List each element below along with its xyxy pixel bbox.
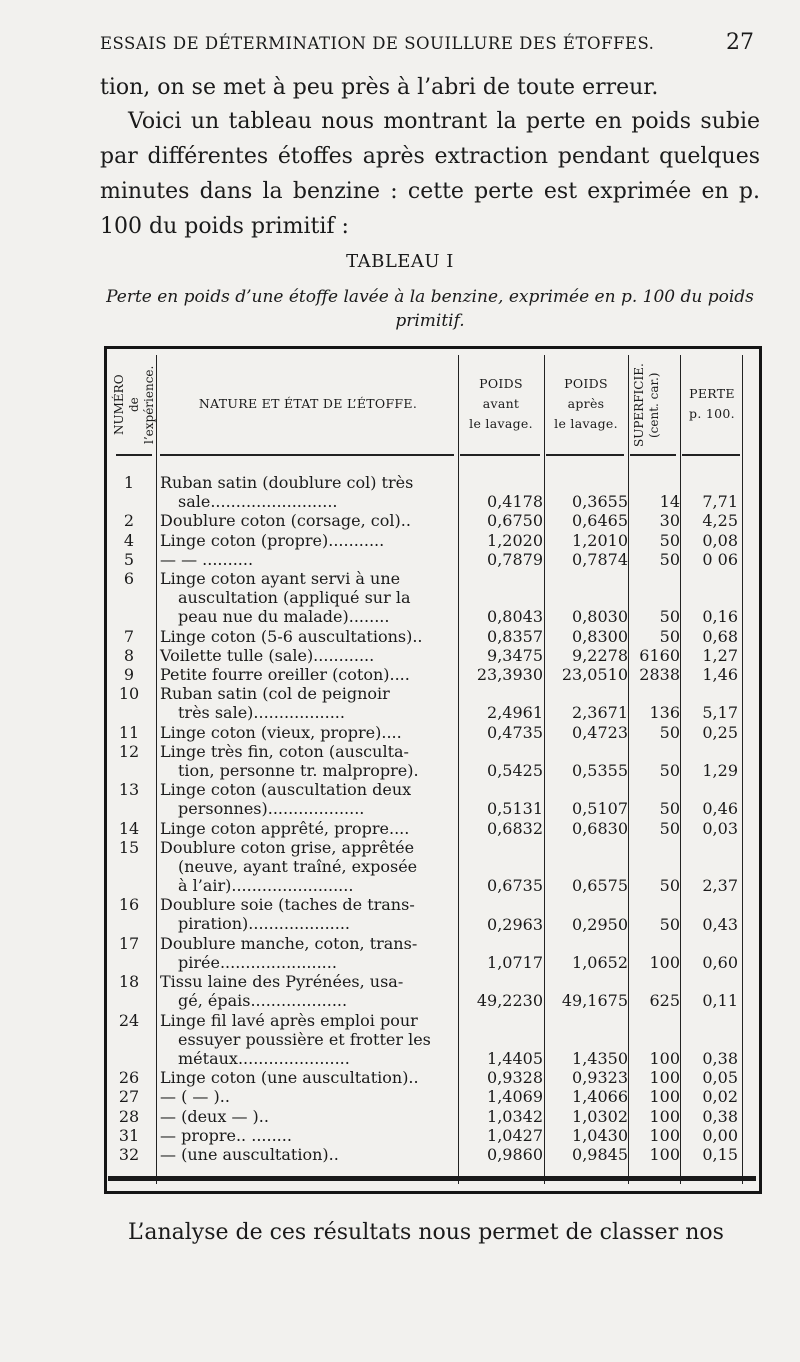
cell-perte: 0,38: [702, 1106, 738, 1126]
cell-nature-line: Linge coton apprêté, propre....: [160, 818, 410, 838]
header-rule: [460, 454, 540, 456]
header-apres-line3: le lavage.: [554, 416, 618, 431]
cell-poids-apres: 23,0510: [561, 665, 628, 684]
cell-numero: 18: [118, 972, 140, 992]
header-poids-avant: [460, 374, 542, 434]
table-row: [104, 742, 756, 780]
cell-poids-apres: 1,2010: [572, 530, 628, 550]
cell-nature: [160, 550, 460, 569]
cell-nature-line: sale.........................: [178, 492, 338, 511]
cell-superficie: 50: [659, 818, 680, 838]
table-row: [104, 838, 756, 896]
table-row: [104, 627, 756, 646]
cell-superficie: 6160: [639, 645, 680, 665]
cell-poids-apres: 0,2950: [572, 914, 628, 934]
cell-superficie: 50: [659, 722, 680, 742]
cell-poids-avant: 0,6750: [487, 511, 543, 531]
cell-nature-line: — propre.. ........: [160, 1125, 292, 1145]
cell-poids-avant: 0,2963: [487, 914, 543, 934]
table-row: [104, 723, 756, 742]
cell-nature-line: Linge coton (auscultation deux: [160, 780, 412, 800]
cell-nature-line: — ( — )..: [160, 1087, 230, 1107]
cell-nature-line: Linge coton (propre)...........: [160, 530, 385, 550]
cell-numero: 11: [118, 722, 140, 742]
cell-nature-line: très sale)..................: [178, 703, 345, 723]
cell-perte: 0,02: [702, 1087, 738, 1107]
cell-poids-avant: 1,0342: [487, 1106, 543, 1126]
cell-nature-line: métaux......................: [178, 1048, 350, 1068]
cell-nature: [160, 934, 460, 972]
cell-nature-line: Doublure soie (taches de trans-: [160, 895, 415, 915]
cell-poids-avant: 1,2020: [487, 530, 543, 550]
cell-poids-apres: 1,0302: [572, 1106, 628, 1126]
cell-numero: 28: [118, 1106, 140, 1126]
cell-poids-apres: 0,6830: [572, 818, 628, 838]
running-title: ESSAIS DE DÉTERMINATION DE SOUILLURE DES ÉTOFFES.: [100, 34, 655, 53]
cell-poids-apres: 2,3671: [572, 703, 628, 723]
cell-nature-line: Doublure coton (corsage, col)..: [160, 511, 411, 531]
cell-nature: [160, 838, 460, 895]
cell-poids-avant: 1,4069: [487, 1087, 543, 1107]
cell-nature-line: Linge coton (une auscultation)..: [160, 1068, 419, 1088]
cell-nature: [160, 646, 460, 665]
cell-numero: 27: [118, 1087, 140, 1107]
cell-nature-line: tion, personne tr. malpropre).: [178, 760, 419, 780]
cell-perte: 0,11: [702, 991, 738, 1011]
cell-poids-avant: 9,3475: [487, 645, 543, 665]
cell-perte: 0 06: [702, 549, 738, 569]
cell-perte: 0,03: [702, 818, 738, 838]
cell-nature: [160, 895, 460, 933]
cell-numero: 24: [118, 1010, 140, 1030]
table-row: [104, 550, 756, 569]
cell-poids-apres: 0,3655: [572, 492, 628, 512]
cell-poids-apres: 1,4350: [572, 1048, 628, 1068]
cell-numero: 6: [123, 569, 135, 588]
cell-superficie: 50: [659, 799, 680, 819]
cell-poids-apres: 0,9323: [572, 1068, 628, 1088]
cell-nature-line: auscultation (appliqué sur la: [178, 588, 411, 607]
cell-poids-avant: 0,4735: [487, 722, 543, 742]
cell-poids-avant: 1,0427: [487, 1125, 543, 1145]
cell-nature: [160, 569, 460, 626]
cell-perte: 0,43: [702, 914, 738, 934]
cell-poids-apres: 9,2278: [572, 645, 628, 665]
cell-superficie: 100: [649, 952, 680, 972]
cell-superficie: 100: [649, 1106, 680, 1126]
table-row: [104, 1145, 756, 1164]
cell-nature-line: (neuve, ayant traîné, exposée: [178, 856, 418, 876]
cell-nature-line: — (deux — )..: [160, 1106, 269, 1126]
table-row: [104, 684, 756, 722]
cell-superficie: 50: [659, 914, 680, 934]
cell-nature-line: Doublure manche, coton, trans-: [160, 933, 418, 953]
cell-numero: 5: [123, 549, 135, 569]
cell-superficie: 50: [659, 607, 680, 627]
cell-perte: 0,38: [702, 1048, 738, 1068]
cell-perte: 2,37: [702, 876, 738, 896]
cell-perte: 7,71: [702, 492, 738, 512]
cell-nature: [160, 1145, 460, 1164]
cell-nature-line: Doublure coton grise, apprêtée: [160, 837, 415, 857]
cell-perte: 0,05: [702, 1068, 738, 1088]
cell-numero: 26: [118, 1068, 140, 1088]
table-row: [104, 895, 756, 933]
header-apres-line2: après: [567, 396, 605, 411]
table-row: [104, 1087, 756, 1106]
cell-poids-apres: 0,7874: [572, 549, 628, 569]
header-avant-line1: POIDS: [479, 376, 523, 391]
table-title: TABLEAU I: [346, 251, 454, 272]
cell-poids-apres: 0,6465: [572, 511, 628, 531]
cell-numero: 17: [118, 933, 140, 953]
paragraph-intro-text: Voici un tableau nous montrant la perte en poids subie par différentes étoffes après extraction pendant quelques minutes dans la benzine : cette perte est exprimée en p. 100 du poids primitif :: [100, 109, 760, 239]
cell-perte: 0,00: [702, 1125, 738, 1145]
cell-perte: 0,68: [702, 626, 738, 646]
cell-numero: 14: [118, 818, 140, 838]
table-row: [104, 819, 756, 838]
header-perte-line2: p. 100.: [689, 406, 735, 421]
cell-nature-line: à l’air)........................: [178, 875, 354, 895]
table-row: [104, 972, 756, 1010]
cell-nature: [160, 1087, 460, 1106]
cell-numero: 4: [123, 530, 135, 550]
cell-nature-line: Ruban satin (doublure col) très: [160, 473, 414, 492]
table-caption: Perte en poids d’une étoffe lavée à la benzine, exprimée en p. 100 du poids primitif.: [106, 287, 754, 331]
cell-nature: [160, 723, 460, 742]
cell-perte: 0,60: [702, 952, 738, 972]
cell-poids-apres: 0,6575: [572, 876, 628, 896]
cell-poids-avant: 1,0717: [487, 952, 543, 972]
cell-poids-avant: 0,5131: [487, 799, 543, 819]
header-avant-line3: le lavage.: [469, 416, 533, 431]
cell-numero: 1: [123, 473, 135, 492]
cell-nature: [160, 1107, 460, 1126]
cell-numero: 8: [123, 645, 135, 665]
cell-numero: 15: [118, 837, 140, 857]
cell-numero: 31: [118, 1125, 140, 1145]
cell-nature: [160, 780, 460, 818]
cell-perte: 5,17: [702, 703, 738, 723]
cell-nature-line: personnes)...................: [178, 799, 365, 819]
cell-nature-line: Linge coton ayant servi à une: [160, 569, 401, 588]
cell-superficie: 50: [659, 530, 680, 550]
cell-poids-avant: 0,6832: [487, 818, 543, 838]
cell-nature-line: Linge coton (5-6 auscultations)..: [160, 626, 423, 646]
cell-nature-line: Linge fil lavé après emploi pour: [160, 1010, 418, 1030]
cell-poids-apres: 0,5355: [572, 760, 628, 780]
cell-nature: [160, 627, 460, 646]
paragraph-analysis-text: L’analyse de ces résultats nous permet de classer nos: [128, 1220, 724, 1245]
cell-nature-line: gé, épais...................: [178, 991, 348, 1011]
cell-nature: [160, 473, 460, 511]
header-sup-line2: (cent. car.): [647, 372, 661, 438]
header-numero-line2: de l’expérience.: [127, 365, 156, 445]
cell-nature-line: — — ..........: [160, 549, 254, 569]
header-numero: [112, 360, 156, 450]
cell-perte: 1,27: [702, 645, 738, 665]
table-row: [104, 665, 756, 684]
table-row: [104, 569, 756, 627]
cell-nature-line: — (une auscultation)..: [160, 1145, 339, 1164]
cell-nature-line: pirée.......................: [178, 952, 337, 972]
header-superficie: [632, 358, 676, 452]
cell-poids-avant: 0,5425: [487, 760, 543, 780]
cell-nature-line: Petite fourre oreiller (coton)....: [160, 665, 410, 684]
cell-superficie: 50: [659, 876, 680, 896]
cell-poids-avant: 0,7879: [487, 549, 543, 569]
cell-superficie: 50: [659, 760, 680, 780]
cell-superficie: 100: [649, 1145, 680, 1164]
cell-nature-line: Ruban satin (col de peignoir: [160, 684, 390, 704]
header-numero-line1: NUMÉRO: [112, 374, 126, 436]
cell-poids-apres: 1,4066: [572, 1087, 628, 1107]
cell-nature-line: piration)....................: [178, 914, 350, 934]
cell-poids-apres: 0,8300: [572, 626, 628, 646]
cell-superficie: 2838: [639, 665, 680, 684]
table-row: [104, 934, 756, 972]
cell-superficie: 100: [649, 1068, 680, 1088]
cell-poids-avant: 0,9860: [487, 1145, 543, 1164]
header-nature: NATURE ET ÉTAT DE L’ÉTOFFE.: [198, 396, 418, 411]
cell-nature: [160, 531, 460, 550]
cell-nature-line: Voilette tulle (sale)............: [160, 645, 375, 665]
cell-superficie: 100: [649, 1125, 680, 1145]
running-head: [100, 30, 760, 60]
cell-numero: 12: [118, 741, 140, 761]
table-row: [104, 511, 756, 530]
cell-nature: [160, 1011, 460, 1068]
cell-poids-apres: 49,1675: [561, 991, 628, 1011]
paragraph-intro: [100, 104, 760, 244]
cell-nature: [160, 684, 460, 722]
cell-superficie: 50: [659, 549, 680, 569]
table-row: [104, 1107, 756, 1126]
cell-perte: 0,15: [702, 1145, 738, 1164]
cell-poids-avant: 49,2230: [476, 991, 543, 1011]
table-row: [104, 1068, 756, 1087]
cell-numero: 10: [118, 684, 140, 704]
cell-superficie: 14: [659, 492, 680, 512]
cell-poids-avant: 23,3930: [476, 665, 543, 684]
header-avant-line2: avant: [482, 396, 520, 411]
cell-nature-line: peau nue du malade)........: [178, 607, 390, 626]
header-perte: [682, 384, 742, 424]
cell-perte: 0,25: [702, 722, 738, 742]
cell-superficie: 100: [649, 1048, 680, 1068]
cell-poids-avant: 2,4961: [487, 703, 543, 723]
page-number: 27: [726, 30, 754, 55]
cell-poids-avant: 0,6735: [487, 876, 543, 896]
cell-nature: [160, 665, 460, 684]
cell-nature-line: essuyer poussière et frotter les: [178, 1029, 431, 1049]
cell-perte: 4,25: [702, 511, 738, 531]
cell-numero: 9: [123, 665, 135, 684]
cell-perte: 0,46: [702, 799, 738, 819]
header-perte-line1: PERTE: [689, 386, 735, 401]
header-apres-line1: POIDS: [564, 376, 608, 391]
table-row: [104, 1011, 756, 1069]
table-row: [104, 473, 756, 511]
cell-numero: 7: [123, 626, 135, 646]
cell-poids-apres: 0,9845: [572, 1145, 628, 1164]
header-sup-line1: SUPERFICIE.: [632, 363, 646, 447]
header-poids-apres: [546, 374, 626, 434]
cell-nature-line: Linge coton (vieux, propre)....: [160, 722, 402, 742]
header-rule: [682, 454, 740, 456]
cell-poids-avant: 1,4405: [487, 1048, 543, 1068]
cell-nature-line: Tissu laine des Pyrénées, usa-: [160, 972, 404, 992]
cell-perte: 1,46: [702, 665, 738, 684]
cell-perte: 0,08: [702, 530, 738, 550]
cell-superficie: 136: [649, 703, 680, 723]
header-rule: [116, 454, 152, 456]
table-bottom-rule: [108, 1176, 756, 1181]
cell-poids-apres: 0,4723: [572, 722, 628, 742]
paragraph-continuation: tion, on se met à peu près à l’abri de toute erreur.: [100, 75, 659, 100]
header-rule: [160, 454, 454, 456]
cell-poids-apres: 0,5107: [572, 799, 628, 819]
cell-poids-apres: 1,0430: [572, 1125, 628, 1145]
cell-poids-avant: 0,8357: [487, 626, 543, 646]
cell-numero: 32: [118, 1145, 140, 1164]
header-rule: [630, 454, 676, 456]
cell-superficie: 100: [649, 1087, 680, 1107]
cell-superficie: 50: [659, 626, 680, 646]
cell-perte: 1,29: [702, 760, 738, 780]
cell-poids-avant: 0,4178: [487, 492, 543, 512]
cell-superficie: 625: [649, 991, 680, 1011]
cell-nature: [160, 1126, 460, 1145]
cell-nature: [160, 1068, 460, 1087]
cell-poids-avant: 0,9328: [487, 1068, 543, 1088]
cell-perte: 0,16: [702, 607, 738, 627]
table-row: [104, 1126, 756, 1145]
cell-poids-apres: 1,0652: [572, 952, 628, 972]
table-row: [104, 531, 756, 550]
table-row: [104, 780, 756, 818]
cell-nature: [160, 511, 460, 530]
cell-numero: 2: [123, 511, 135, 531]
table-row: [104, 646, 756, 665]
header-rule: [546, 454, 624, 456]
cell-poids-avant: 0,8043: [487, 607, 543, 627]
paragraph-analysis: [100, 1215, 760, 1250]
cell-numero: 16: [118, 895, 140, 915]
cell-nature: [160, 742, 460, 780]
cell-superficie: 30: [659, 511, 680, 531]
cell-nature-line: Linge très fin, coton (ausculta-: [160, 741, 409, 761]
cell-numero: 13: [118, 780, 140, 800]
cell-poids-apres: 0,8030: [572, 607, 628, 627]
cell-nature: [160, 972, 460, 1010]
results-table: [104, 346, 762, 1194]
cell-nature: [160, 819, 460, 838]
